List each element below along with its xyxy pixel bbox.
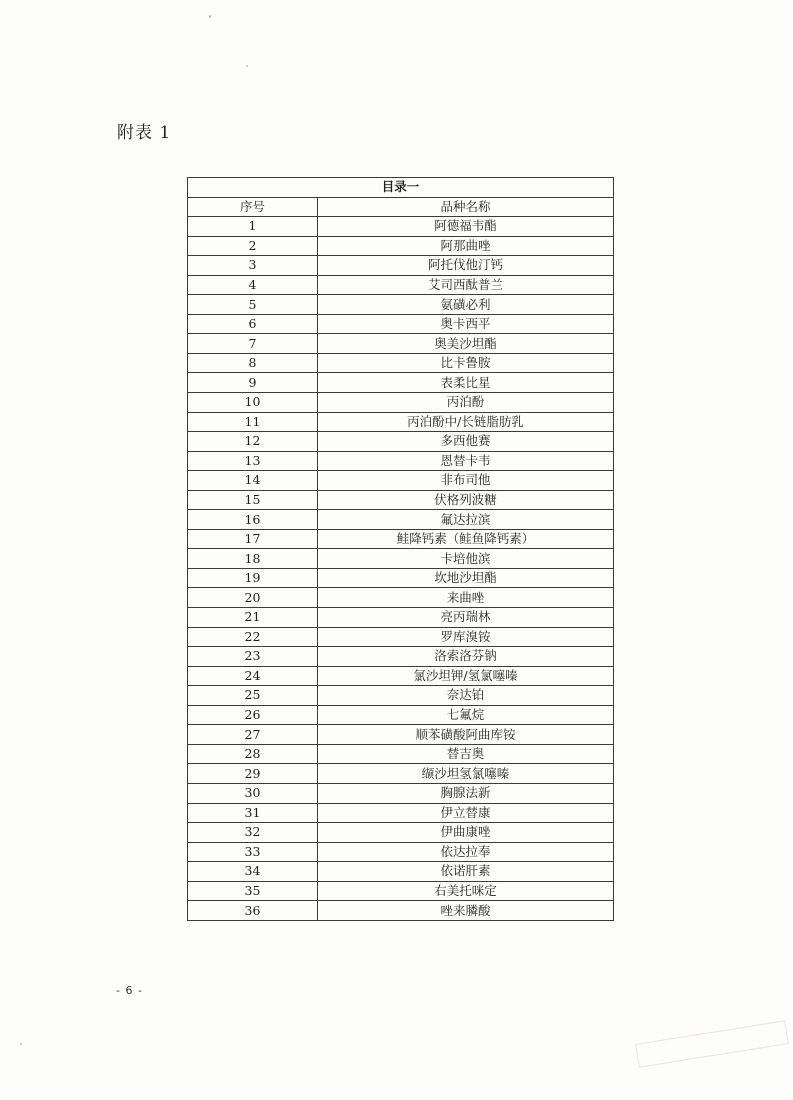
drug-name-cell: 阿德福韦酯 [318,217,614,237]
row-number-cell: 15 [188,490,318,510]
drug-name-cell: 胸腺法新 [318,783,614,803]
table-row [188,588,614,608]
drug-name-cell: 伊立替康 [318,803,614,823]
drug-name-cell: 奥美沙坦酯 [318,334,614,354]
drug-name-cell: 伊曲康唑 [318,823,614,843]
drug-name-cell: 替吉奥 [318,744,614,764]
table-row [188,842,614,862]
table-row [188,686,614,706]
row-number-cell: 25 [188,686,318,706]
drug-name-cell: 依达拉奉 [318,842,614,862]
drug-name-cell: 亮丙瑞林 [318,608,614,628]
table-row [188,608,614,628]
table-row [188,549,614,569]
drug-name-cell: 来曲唑 [318,588,614,608]
table-row [188,314,614,334]
drug-name-cell: 奥卡西平 [318,314,614,334]
row-number-cell: 14 [188,471,318,491]
drug-name-cell: 氨磺必利 [318,295,614,315]
scan-speck [209,15,211,18]
table-row [188,627,614,647]
row-number-cell: 8 [188,353,318,373]
row-number-cell: 36 [188,901,318,921]
row-number-cell: 26 [188,705,318,725]
row-number-cell: 16 [188,510,318,530]
drug-name-cell: 卡培他滨 [318,549,614,569]
row-number-cell: 17 [188,529,318,549]
row-number-cell: 27 [188,725,318,745]
table-row [188,803,614,823]
row-number-cell: 33 [188,842,318,862]
drug-name-cell: 比卡鲁胺 [318,353,614,373]
drug-name-cell: 鲑降钙素（鲑鱼降钙素） [318,529,614,549]
table-row [188,393,614,413]
table-title: 目录一 [188,178,614,198]
drug-name-cell: 非布司他 [318,471,614,491]
drug-name-cell: 右美托咪定 [318,881,614,901]
table-row [188,471,614,491]
drug-name-cell: 依诺肝素 [318,862,614,882]
row-number-cell: 11 [188,412,318,432]
column-header-number: 序号 [188,197,318,217]
table-row [188,823,614,843]
row-number-cell: 19 [188,568,318,588]
drug-name-cell: 七氟烷 [318,705,614,725]
row-number-cell: 21 [188,608,318,628]
row-number-cell: 18 [188,549,318,569]
drug-name-cell: 氟达拉滨 [318,510,614,530]
row-number-cell: 34 [188,862,318,882]
table-row [188,764,614,784]
table-row [188,334,614,354]
drug-name-cell: 顺苯磺酸阿曲库铵 [318,725,614,745]
row-number-cell: 32 [188,823,318,843]
drug-name-cell: 丙泊酚中/长链脂肪乳 [318,412,614,432]
drug-name-cell: 恩替卡韦 [318,451,614,471]
table-row [188,353,614,373]
drug-name-cell: 阿托伐他汀钙 [318,256,614,276]
table-body [188,217,614,921]
drug-name-cell: 氯沙坦钾/氢氯噻嗪 [318,666,614,686]
row-number-cell: 29 [188,764,318,784]
table-row [188,217,614,237]
row-number-cell: 23 [188,647,318,667]
watermark-stamp [635,1020,789,1067]
drug-name-cell: 伏格列波糖 [318,490,614,510]
row-number-cell: 3 [188,256,318,276]
row-number-cell: 1 [188,217,318,237]
drug-name-cell: 艾司西酞普兰 [318,275,614,295]
table-row [188,881,614,901]
drug-name-cell: 表柔比星 [318,373,614,393]
table-row [188,373,614,393]
table-row [188,705,614,725]
row-number-cell: 30 [188,783,318,803]
table-row [188,451,614,471]
drug-name-cell: 奈达铂 [318,686,614,706]
row-number-cell: 2 [188,236,318,256]
drug-name-cell: 阿那曲唑 [318,236,614,256]
column-header-name: 品种名称 [318,197,614,217]
table-row [188,295,614,315]
catalog-table [187,177,614,921]
table-row [188,412,614,432]
scan-speck [246,65,248,67]
table-row [188,862,614,882]
table-row [188,647,614,667]
drug-name-cell: 洛索洛芬钠 [318,647,614,667]
row-number-cell: 20 [188,588,318,608]
table-row [188,490,614,510]
drug-name-cell: 罗库溴铵 [318,627,614,647]
table-row [188,901,614,921]
scan-speck [20,1043,22,1045]
table-row [188,744,614,764]
row-number-cell: 22 [188,627,318,647]
table-row [188,568,614,588]
row-number-cell: 5 [188,295,318,315]
row-number-cell: 12 [188,432,318,452]
drug-name-cell: 唑来膦酸 [318,901,614,921]
table-row [188,725,614,745]
table-row [188,666,614,686]
table-row [188,510,614,530]
table-title-row [188,178,614,198]
row-number-cell: 10 [188,393,318,413]
table-row [188,236,614,256]
table-row [188,432,614,452]
drug-name-cell: 多西他赛 [318,432,614,452]
row-number-cell: 7 [188,334,318,354]
row-number-cell: 4 [188,275,318,295]
table-row [188,275,614,295]
table-row [188,256,614,276]
drug-name-cell: 丙泊酚 [318,393,614,413]
table-row [188,529,614,549]
row-number-cell: 24 [188,666,318,686]
table-row [188,783,614,803]
drug-name-cell: 缬沙坦氢氯噻嗪 [318,764,614,784]
table-header-row [188,197,614,217]
row-number-cell: 35 [188,881,318,901]
drug-name-cell: 坎地沙坦酯 [318,568,614,588]
row-number-cell: 6 [188,314,318,334]
row-number-cell: 9 [188,373,318,393]
attachment-heading: 附表 1 [117,123,172,143]
row-number-cell: 13 [188,451,318,471]
row-number-cell: 28 [188,744,318,764]
row-number-cell: 31 [188,803,318,823]
page-number: - 6 - [116,984,143,997]
